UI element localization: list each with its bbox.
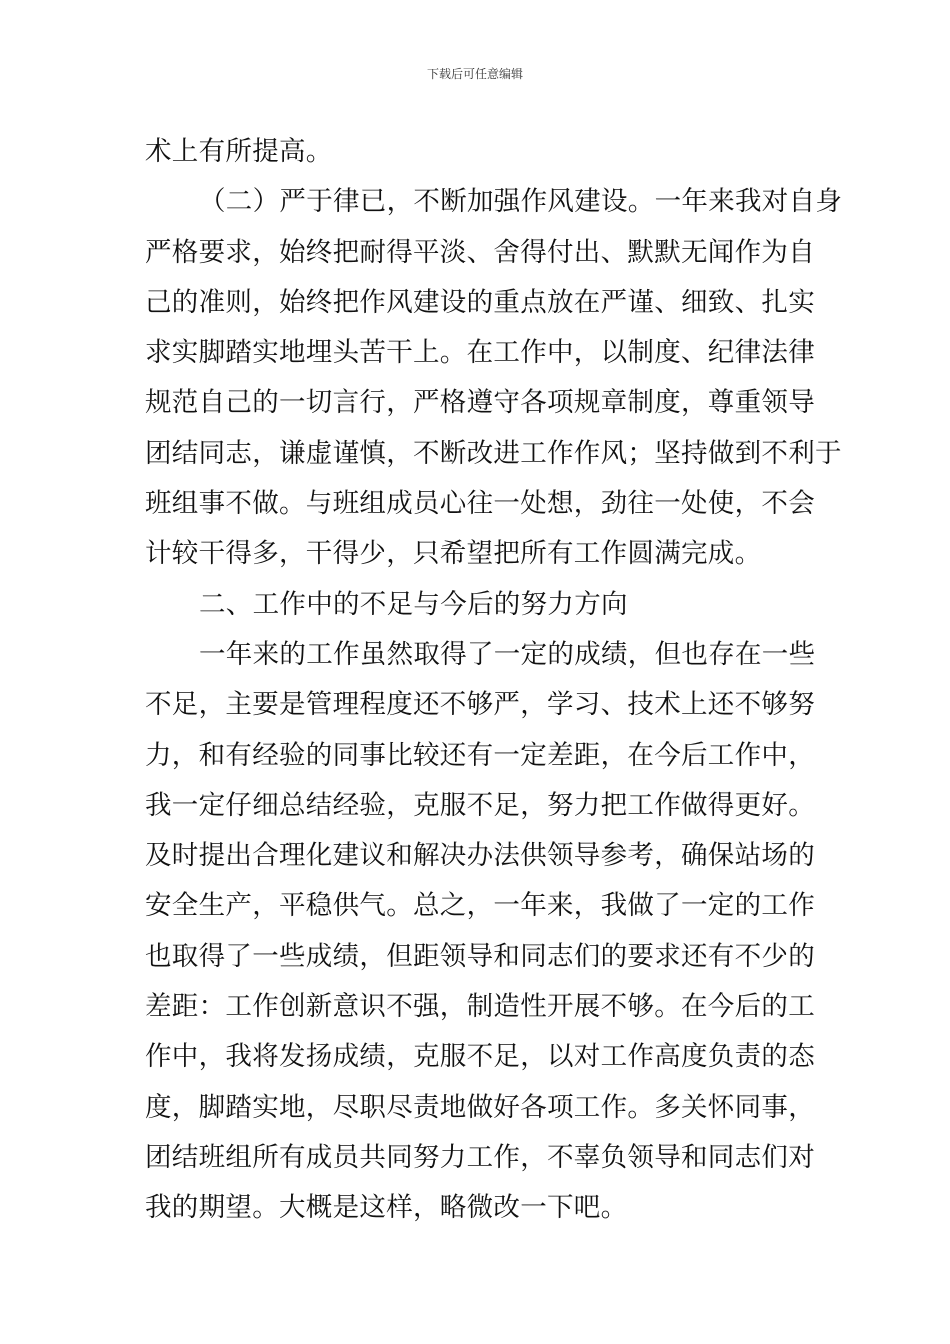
text-line: 团结班组所有成员共同努力工作，不辜负领导和同志们对 [145, 1141, 815, 1173]
text-line: 也取得了一些成绩，但距领导和同志们的要求还有不少的 [145, 940, 815, 972]
text-line: 作中，我将发扬成绩，克服不足，以对工作高度负责的态 [145, 1041, 815, 1073]
text-line: 差距：工作创新意识不强，制造性开展不够。在今后的工 [145, 991, 815, 1023]
text-line: 己的准则，始终把作风建设的重点放在严谨、细致、扎实 [145, 286, 815, 318]
text-line: 一年来的工作虽然取得了一定的成绩，但也存在一些 [199, 638, 816, 670]
page-header: 下载后可任意编辑 [426, 67, 523, 81]
text-line: 计较干得多，干得少，只希望把所有工作圆满完成。 [145, 538, 762, 570]
text-line: （二）严于律已，不断加强作风建设。一年来我对自身 [199, 186, 843, 218]
document-body [145, 127, 843, 1234]
text-line: 我的期望。大概是这样，略微改一下吧。 [145, 1192, 628, 1224]
section-heading: 二、工作中的不足与今后的努力方向 [199, 588, 628, 620]
text-line: 我一定仔细总结经验，克服不足，努力把工作做得更好。 [145, 789, 815, 821]
text-line: 不足，主要是管理程度还不够严，学习、技术上还不够努 [145, 689, 815, 721]
text-line: 安全生产，平稳供气。总之，一年来，我做了一定的工作 [145, 890, 815, 922]
text-line: 班组事不做。与班组成员心往一处想，劲往一处使，不会 [145, 488, 815, 520]
text-line: 及时提出合理化建议和解决办法供领导参考，确保站场的 [145, 840, 815, 872]
text-line: 求实脚踏实地埋头苦干上。在工作中，以制度、纪律法律 [145, 337, 815, 369]
text-line: 严格要求，始终把耐得平淡、舍得付出、默默无闻作为自 [145, 236, 815, 268]
text-line: 术上有所提高。 [145, 136, 333, 167]
text-line: 度，脚踏实地，尽职尽责地做好各项工作。多关怀同事， [145, 1091, 815, 1123]
text-line: 团结同志，谦虚谨慎，不断改进工作作风；坚持做到不利于 [145, 437, 842, 469]
text-line: 规范自己的一切言行，严格遵守各项规章制度，尊重领导 [145, 387, 815, 419]
text-line: 力，和有经验的同事比较还有一定差距，在今后工作中， [145, 739, 815, 771]
